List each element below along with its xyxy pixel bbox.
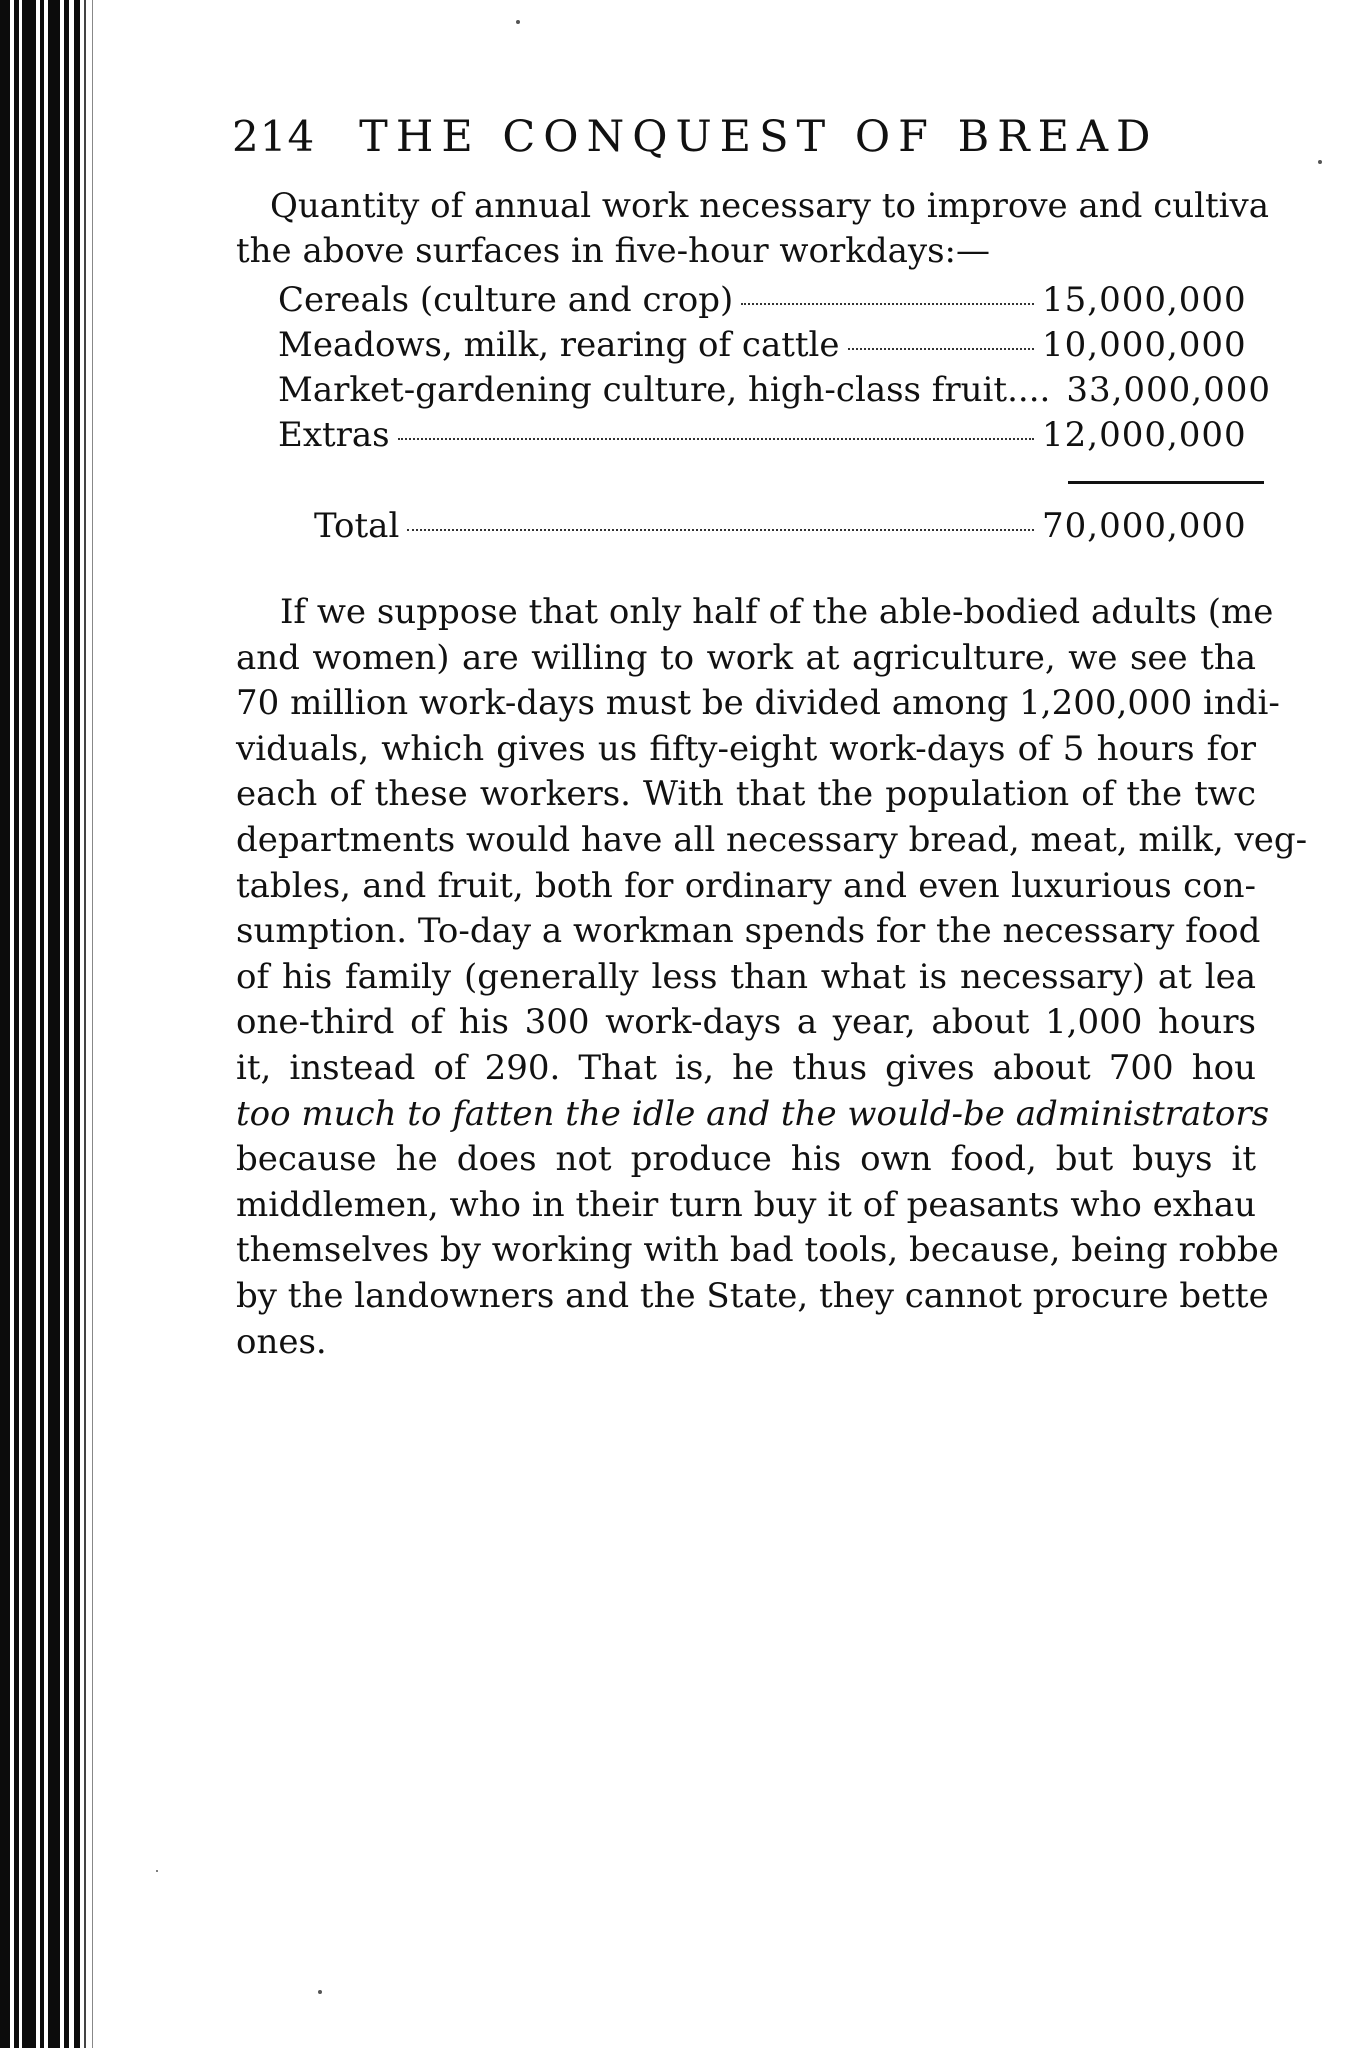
leader-dots	[741, 302, 1034, 305]
row-value: 12,000,000	[1042, 415, 1247, 455]
page-number: 214	[232, 112, 316, 161]
total-value: 70,000,000	[1042, 506, 1247, 546]
paragraph-line: each of these workers. With that the population of the twc	[236, 774, 1256, 815]
paragraph-line: it, instead of 290. That is, he thus gives about 700 hou	[236, 1047, 1256, 1088]
leader-dots	[398, 437, 1034, 440]
body-paragraph	[236, 590, 1308, 1365]
running-title: THE CONQUEST OF BREAD	[359, 112, 1159, 162]
paragraph-line: one-third of his 300 work-days a year, about 1,000 hours	[236, 1002, 1256, 1043]
leader-dots	[848, 347, 1034, 350]
total-row	[314, 506, 1247, 551]
paragraph-line: by the landowners and the State, they cannot procure bette	[236, 1275, 1269, 1316]
paragraph-line: sumption. To-day a workman spends for the necessary food	[236, 911, 1261, 952]
paragraph-line: and women) are willing to work at agriculture, we see tha	[236, 637, 1256, 678]
paragraph-line: because he does not produce his own food, but buys it	[236, 1139, 1256, 1180]
total-label: Total	[314, 506, 400, 546]
row-label: Cereals (culture and crop)	[278, 280, 734, 320]
table-intro	[236, 184, 1270, 274]
scan-speck	[318, 1990, 322, 1994]
paragraph-line: middlemen, who in their turn buy it of peasants who exhau	[236, 1184, 1256, 1225]
row-value: 33,000,000	[1066, 370, 1271, 410]
row-label: Extras	[278, 415, 390, 455]
row-value: 10,000,000	[1042, 325, 1247, 365]
leader-dots	[407, 528, 1034, 531]
table-row	[278, 415, 1247, 460]
paragraph-line-italic: too much to fatten the idle and the would-be administrators	[236, 1093, 1270, 1134]
work-table	[278, 280, 1271, 460]
intro-line: the above surfaces in five-hour workdays:—	[236, 231, 990, 271]
sum-rule	[1068, 481, 1264, 484]
row-label: Market-gardening culture, high-class fruit....	[278, 370, 1051, 410]
scan-speck	[516, 20, 520, 24]
row-label: Meadows, milk, rearing of cattle	[278, 325, 840, 365]
paragraph-line: If we suppose that only half of the able-bodied adults (me	[280, 592, 1274, 632]
row-value: 15,000,000	[1042, 280, 1247, 320]
table-row	[278, 280, 1247, 325]
table-row	[278, 325, 1247, 370]
scan-speck	[156, 1870, 158, 1872]
paragraph-line: themselves by working with bad tools, because, being robbe	[236, 1230, 1279, 1271]
paragraph-line: of his family (generally less than what is necessary) at lea	[236, 956, 1256, 997]
intro-line: Quantity of annual work necessary to improve and cultiva	[270, 186, 1270, 226]
paragraph-line: viduals, which gives us fifty-eight work-days of 5 hours for	[236, 728, 1256, 769]
running-head	[232, 112, 1159, 162]
table-row	[278, 370, 1271, 415]
paragraph-line: ones.	[236, 1321, 327, 1362]
paragraph-line: tables, and fruit, both for ordinary and even luxurious con-	[236, 865, 1256, 906]
paragraph-line: 70 million work-days must be divided among 1,200,000 indi-	[236, 683, 1280, 724]
paragraph-line: departments would have all necessary bread, meat, milk, veg-	[236, 819, 1308, 860]
scan-speck	[1318, 160, 1322, 164]
